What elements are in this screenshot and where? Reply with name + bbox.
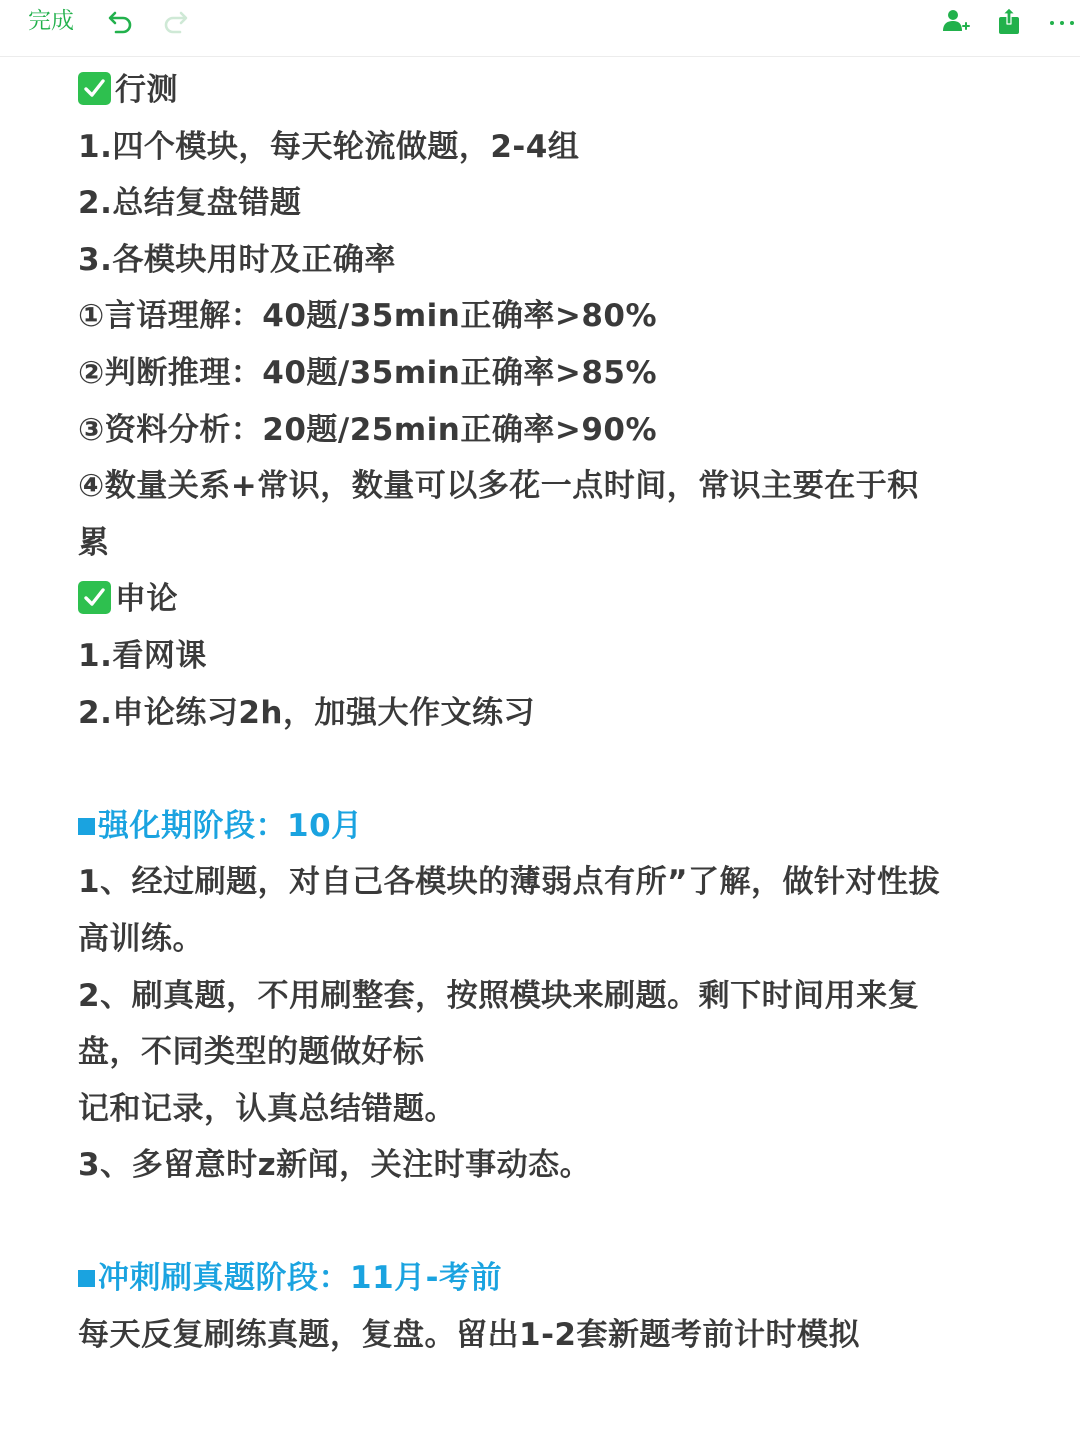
qianghua-item-2: 2、刷真题，不用刷整套，按照模块来刷题。剩下时间用来复	[78, 977, 920, 1014]
add-user-icon[interactable]	[938, 4, 972, 38]
chongci-heading-text: 冲刺刷真题阶段：11月-考前	[98, 1260, 503, 1297]
done-button[interactable]: 完成	[28, 8, 74, 34]
chongci-heading	[78, 1250, 1038, 1307]
shenlun-item-1: 1.看网课	[78, 637, 207, 674]
qianghua-item-1-cont: 高训练。	[78, 920, 204, 957]
qianghua-item-1: 1、经过刷题，对自己各模块的薄弱点有所”了解，做针对性拔	[78, 864, 940, 901]
xingce-heading-text: 行测	[115, 72, 178, 108]
shenlun-item-2: 2.申论练习2h，加强大作文练习	[78, 694, 535, 731]
editor-toolbar	[0, 0, 1080, 57]
xingce-shuliang-line-cont: 累	[78, 524, 110, 561]
redo-icon	[158, 4, 192, 38]
qianghua-heading	[78, 798, 1038, 855]
xingce-shuliang-line: ④数量关系+常识，数量可以多花一点时间，常识主要在于积	[78, 468, 919, 505]
checkmark-icon	[78, 581, 111, 614]
qianghua-heading-text: 强化期阶段：10月	[98, 807, 363, 844]
undo-icon[interactable]	[104, 4, 138, 38]
xingce-item-2: 2.总结复盘错题	[78, 185, 302, 222]
share-icon[interactable]	[992, 4, 1026, 38]
chongci-item-1: 每天反复刷练真题，复盘。留出1-2套新题考前计时模拟	[78, 1317, 861, 1354]
more-icon[interactable]	[1046, 4, 1080, 38]
shenlun-heading-text: 申论	[115, 581, 178, 618]
blank-line	[78, 1194, 1038, 1251]
checkmark-icon	[78, 72, 111, 105]
xingce-item-3: 3.各模块用时及正确率	[78, 241, 396, 278]
xingce-ziliao-line: ③资料分析：20题/25min正确率>90%	[78, 411, 658, 448]
xingce-panduan-line: ②判断推理：40题/35min正确率>85%	[78, 354, 658, 391]
xingce-yanyu-line: ①言语理解：40题/35min正确率>80%	[78, 298, 658, 335]
qianghua-item-2-cont: 盘，不同类型的题做好标	[78, 1034, 425, 1071]
square-bullet-icon	[78, 818, 95, 835]
xingce-item-1: 1.四个模块，每天轮流做题，2-4组	[78, 128, 580, 165]
shenlun-heading	[78, 571, 1038, 628]
xingce-heading	[78, 62, 1038, 119]
qianghua-item-2-cont2: 记和记录，认真总结错题。	[78, 1090, 456, 1127]
note-body[interactable]	[78, 62, 1038, 1364]
blank-line	[78, 741, 1038, 798]
qianghua-item-3: 3、多留意时z新闻，关注时事动态。	[78, 1147, 592, 1184]
square-bullet-icon	[78, 1270, 95, 1287]
